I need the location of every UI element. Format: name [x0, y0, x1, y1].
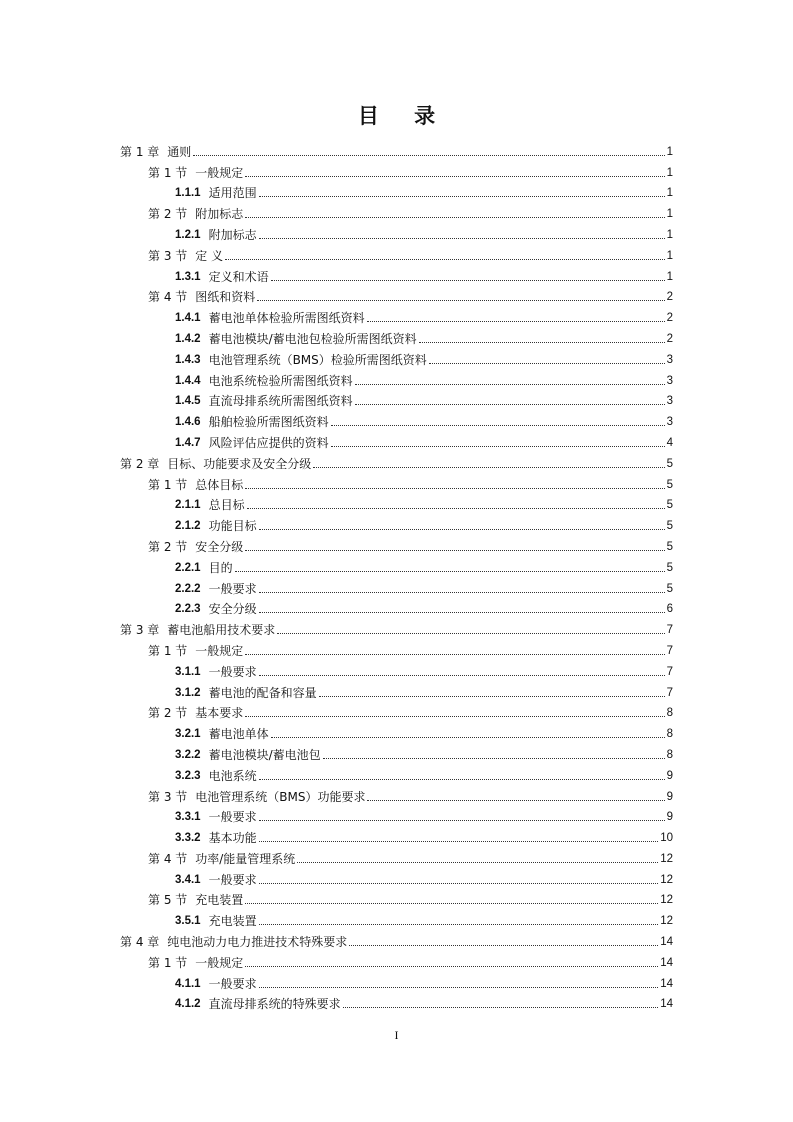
toc-entry-number: 1.4.1 — [175, 312, 201, 325]
toc-subsection-entry[interactable] — [120, 575, 673, 596]
toc-entry-title: 总目标 — [208, 498, 245, 513]
toc-entry-number: 第 4 节 — [148, 851, 188, 866]
toc-subsection-entry[interactable] — [120, 554, 673, 575]
toc-entry-page: 12 — [660, 915, 673, 928]
toc-dot-leader — [259, 819, 665, 821]
toc-entry-number: 1.4.6 — [175, 416, 201, 429]
toc-entry-title: 总体目标 — [195, 477, 244, 492]
toc-entry-page: 7 — [666, 665, 673, 678]
toc-entry-page: 5 — [666, 582, 673, 595]
toc-entry-title: 蓄电池模块/蓄电池包 — [208, 747, 321, 762]
toc-entry-page: 10 — [660, 832, 673, 845]
toc-dot-leader — [259, 923, 659, 925]
toc-subsection-entry[interactable] — [120, 429, 673, 450]
toc-subsection-entry[interactable] — [120, 658, 673, 679]
toc-subsection-entry[interactable] — [120, 866, 673, 887]
toc-subsection-entry[interactable] — [120, 596, 673, 617]
toc-entry-title: 定 义 — [195, 248, 224, 263]
toc-entry-page: 5 — [666, 561, 673, 574]
toc-entry-number: 2.2.2 — [175, 582, 201, 595]
toc-subsection-entry[interactable] — [120, 221, 673, 242]
toc-entry-number: 1.4.7 — [175, 436, 201, 449]
toc-dot-leader — [349, 944, 658, 946]
toc-entry-page: 5 — [666, 478, 673, 491]
toc-entry-page: 5 — [666, 499, 673, 512]
toc-dot-leader — [355, 403, 665, 405]
toc-dot-leader — [225, 258, 665, 260]
toc-entry-page: 1 — [666, 270, 673, 283]
toc-entry-title: 直流母排系统的特殊要求 — [208, 997, 341, 1012]
toc-entry-number: 第 5 节 — [148, 893, 188, 908]
toc-subsection-entry[interactable] — [120, 180, 673, 201]
toc-entry-number: 3.2.1 — [175, 728, 201, 741]
toc-entry-title: 蓄电池单体检验所需图纸资料 — [208, 311, 365, 326]
toc-dot-leader — [245, 216, 664, 218]
toc-entry-number: 第 1 章 — [120, 144, 160, 159]
toc-entry-number: 3.2.2 — [175, 748, 201, 761]
table-of-contents — [120, 138, 673, 1011]
toc-entry-number: 2.2.3 — [175, 603, 201, 616]
toc-entry-page: 9 — [666, 811, 673, 824]
toc-section-entry[interactable] — [120, 242, 673, 263]
toc-dot-leader — [259, 237, 665, 239]
toc-section-entry[interactable] — [120, 949, 673, 970]
toc-entry-title: 一般要求 — [208, 810, 257, 825]
toc-chapter-entry[interactable] — [120, 450, 673, 471]
toc-entry-title: 功率/能量管理系统 — [195, 851, 296, 866]
toc-dot-leader — [277, 632, 664, 634]
toc-section-entry[interactable] — [120, 159, 673, 180]
toc-dot-leader — [245, 549, 664, 551]
toc-entry-title: 一般要求 — [208, 664, 257, 679]
toc-entry-number: 第 2 节 — [148, 539, 188, 554]
toc-dot-leader — [271, 279, 665, 281]
toc-dot-leader — [259, 195, 665, 197]
toc-dot-leader — [355, 383, 665, 385]
toc-entry-page: 3 — [666, 353, 673, 366]
toc-entry-title: 目标、功能要求及安全分级 — [167, 456, 312, 471]
toc-dot-leader — [259, 882, 659, 884]
toc-entry-number: 3.1.1 — [175, 665, 201, 678]
toc-entry-page: 14 — [660, 936, 673, 949]
toc-entry-number: 1.2.1 — [175, 228, 201, 241]
toc-dot-leader — [343, 1006, 659, 1008]
toc-entry-title: 一般要求 — [208, 976, 257, 991]
toc-subsection-entry[interactable] — [120, 408, 673, 429]
toc-entry-title: 电池系统检验所需图纸资料 — [208, 373, 353, 388]
toc-dot-leader — [367, 799, 664, 801]
toc-entry-title: 安全分级 — [208, 602, 257, 617]
toc-entry-number: 第 2 章 — [120, 456, 160, 471]
toc-entry-title: 一般规定 — [195, 955, 244, 970]
toc-entry-number: 第 3 节 — [148, 248, 188, 263]
toc-entry-page: 1 — [666, 145, 673, 158]
toc-entry-title: 电池系统 — [208, 768, 257, 783]
toc-entry-page: 2 — [666, 312, 673, 325]
toc-entry-page: 1 — [666, 166, 673, 179]
toc-entry-page: 9 — [666, 790, 673, 803]
toc-entry-title: 基本要求 — [195, 706, 244, 721]
toc-entry-page: 14 — [660, 977, 673, 990]
toc-entry-title: 功能目标 — [208, 519, 257, 534]
toc-entry-title: 蓄电池船用技术要求 — [167, 623, 276, 638]
toc-entry-page: 1 — [666, 228, 673, 241]
toc-entry-title: 基本功能 — [208, 831, 257, 846]
toc-entry-title: 目的 — [208, 560, 233, 575]
toc-entry-number: 3.2.3 — [175, 769, 201, 782]
toc-section-entry[interactable] — [120, 637, 673, 658]
toc-dot-leader — [235, 570, 665, 572]
toc-entry-page: 12 — [660, 873, 673, 886]
toc-dot-leader — [245, 653, 664, 655]
toc-entry-page: 7 — [666, 644, 673, 657]
toc-dot-leader — [419, 341, 665, 343]
toc-dot-leader — [259, 611, 665, 613]
toc-entry-number: 3.3.2 — [175, 832, 201, 845]
toc-entry-page: 8 — [666, 748, 673, 761]
toc-dot-leader — [331, 445, 665, 447]
toc-entry-title: 充电装置 — [208, 914, 257, 929]
toc-entry-number: 第 2 节 — [148, 706, 188, 721]
toc-section-entry[interactable] — [120, 700, 673, 721]
toc-dot-leader — [259, 778, 665, 780]
toc-dot-leader — [331, 424, 665, 426]
toc-entry-title: 蓄电池单体 — [208, 727, 269, 742]
toc-entry-title: 定义和术语 — [208, 269, 269, 284]
toc-dot-leader — [193, 154, 664, 156]
toc-dot-leader — [429, 362, 665, 364]
toc-entry-number: 第 1 节 — [148, 955, 188, 970]
toc-entry-title: 蓄电池模块/蓄电池包检验所需图纸资料 — [208, 331, 417, 346]
toc-entry-page: 3 — [666, 416, 673, 429]
toc-dot-leader — [259, 674, 665, 676]
toc-entry-page: 2 — [666, 291, 673, 304]
toc-dot-leader — [245, 715, 664, 717]
toc-entry-number: 1.3.1 — [175, 270, 201, 283]
toc-entry-title: 一般要求 — [208, 581, 257, 596]
toc-subsection-entry[interactable] — [120, 741, 673, 762]
page-number-footer: I — [394, 1028, 399, 1042]
toc-entry-page: 1 — [666, 249, 673, 262]
toc-entry-number: 2.1.1 — [175, 499, 201, 512]
toc-entry-page: 8 — [666, 728, 673, 741]
toc-entry-title: 一般要求 — [208, 872, 257, 887]
toc-entry-page: 6 — [666, 603, 673, 616]
toc-subsection-entry[interactable] — [120, 367, 673, 388]
toc-entry-number: 第 4 章 — [120, 935, 160, 950]
toc-entry-number: 第 1 节 — [148, 477, 188, 492]
toc-subsection-entry[interactable] — [120, 824, 673, 845]
toc-entry-number: 1.4.5 — [175, 395, 201, 408]
toc-entry-number: 4.1.1 — [175, 977, 201, 990]
toc-subsection-entry[interactable] — [120, 804, 673, 825]
toc-entry-page: 2 — [666, 332, 673, 345]
toc-dot-leader — [271, 736, 665, 738]
toc-entry-title: 图纸和资料 — [195, 290, 256, 305]
toc-entry-title: 直流母排系统所需图纸资料 — [208, 394, 353, 409]
toc-dot-leader — [367, 320, 665, 322]
toc-dot-leader — [323, 757, 665, 759]
toc-entry-number: 1.1.1 — [175, 187, 201, 200]
toc-subsection-entry[interactable] — [120, 907, 673, 928]
toc-entry-page: 3 — [666, 395, 673, 408]
toc-dot-leader — [245, 487, 664, 489]
toc-entry-page: 1 — [666, 208, 673, 221]
toc-entry-page: 1 — [666, 187, 673, 200]
toc-subsection-entry[interactable] — [120, 325, 673, 346]
toc-dot-leader — [259, 986, 659, 988]
toc-subsection-entry[interactable] — [120, 720, 673, 741]
toc-entry-number: 1.4.2 — [175, 332, 201, 345]
toc-entry-page: 9 — [666, 769, 673, 782]
toc-entry-title: 纯电池动力电力推进技术特殊要求 — [167, 935, 348, 950]
toc-entry-number: 3.5.1 — [175, 915, 201, 928]
toc-section-entry[interactable] — [120, 783, 673, 804]
toc-dot-leader — [259, 591, 665, 593]
toc-entry-page: 12 — [660, 894, 673, 907]
toc-subsection-entry[interactable] — [120, 492, 673, 513]
toc-subsection-entry[interactable] — [120, 762, 673, 783]
toc-entry-number: 第 1 节 — [148, 165, 188, 180]
toc-entry-page: 7 — [666, 686, 673, 699]
toc-section-entry[interactable] — [120, 284, 673, 305]
toc-dot-leader — [259, 840, 659, 842]
toc-entry-number: 3.1.2 — [175, 686, 201, 699]
toc-dot-leader — [245, 965, 658, 967]
toc-entry-title: 蓄电池的配备和容量 — [208, 685, 317, 700]
toc-entry-page: 5 — [666, 520, 673, 533]
toc-entry-title: 充电装置 — [195, 893, 244, 908]
toc-dot-leader — [245, 902, 658, 904]
toc-subsection-entry[interactable] — [120, 991, 673, 1012]
toc-entry-number: 第 3 节 — [148, 789, 188, 804]
toc-subsection-entry[interactable] — [120, 346, 673, 367]
page-title: 目 录 — [357, 104, 450, 128]
toc-entry-title: 附加标志 — [208, 227, 257, 242]
toc-entry-number: 第 4 节 — [148, 290, 188, 305]
toc-entry-page: 8 — [666, 707, 673, 720]
toc-entry-number: 第 2 节 — [148, 207, 188, 222]
toc-dot-leader — [297, 861, 658, 863]
toc-entry-page: 5 — [666, 457, 673, 470]
toc-dot-leader — [247, 507, 665, 509]
toc-chapter-entry[interactable] — [120, 138, 673, 159]
toc-subsection-entry[interactable] — [120, 304, 673, 325]
toc-entry-page: 4 — [666, 436, 673, 449]
toc-entry-title: 安全分级 — [195, 539, 244, 554]
toc-dot-leader — [257, 299, 664, 301]
toc-entry-page: 7 — [666, 624, 673, 637]
toc-entry-number: 第 3 章 — [120, 623, 160, 638]
toc-entry-number: 第 1 节 — [148, 643, 188, 658]
toc-entry-title: 通则 — [167, 144, 192, 159]
toc-entry-title: 适用范围 — [208, 186, 257, 201]
toc-entry-title: 电池管理系统（BMS）功能要求 — [195, 789, 366, 804]
toc-chapter-entry[interactable] — [120, 928, 673, 949]
toc-entry-page: 14 — [660, 998, 673, 1011]
toc-subsection-entry[interactable] — [120, 263, 673, 284]
toc-entry-title: 风险评估应提供的资料 — [208, 435, 329, 450]
toc-entry-title: 一般规定 — [195, 643, 244, 658]
toc-subsection-entry[interactable] — [120, 679, 673, 700]
toc-entry-title: 附加标志 — [195, 207, 244, 222]
toc-entry-number: 2.2.1 — [175, 561, 201, 574]
toc-chapter-entry[interactable] — [120, 616, 673, 637]
toc-section-entry[interactable] — [120, 471, 673, 492]
toc-section-entry[interactable] — [120, 200, 673, 221]
toc-dot-leader — [245, 175, 664, 177]
toc-entry-page: 12 — [660, 852, 673, 865]
toc-entry-number: 1.4.4 — [175, 374, 201, 387]
toc-entry-page: 5 — [666, 540, 673, 553]
toc-entry-page: 3 — [666, 374, 673, 387]
toc-subsection-entry[interactable] — [120, 512, 673, 533]
toc-entry-number: 3.3.1 — [175, 811, 201, 824]
toc-entry-title: 电池管理系统（BMS）检验所需图纸资料 — [208, 352, 427, 367]
toc-entry-number: 3.4.1 — [175, 873, 201, 886]
toc-dot-leader — [259, 528, 665, 530]
toc-entry-number: 2.1.2 — [175, 520, 201, 533]
toc-entry-title: 船舶检验所需图纸资料 — [208, 415, 329, 430]
toc-entry-number: 4.1.2 — [175, 998, 201, 1011]
toc-entry-title: 一般规定 — [195, 165, 244, 180]
toc-dot-leader — [319, 695, 665, 697]
toc-section-entry[interactable] — [120, 845, 673, 866]
toc-subsection-entry[interactable] — [120, 970, 673, 991]
toc-section-entry[interactable] — [120, 533, 673, 554]
toc-section-entry[interactable] — [120, 887, 673, 908]
toc-dot-leader — [313, 466, 664, 468]
toc-subsection-entry[interactable] — [120, 388, 673, 409]
toc-entry-number: 1.4.3 — [175, 353, 201, 366]
toc-entry-page: 14 — [660, 956, 673, 969]
